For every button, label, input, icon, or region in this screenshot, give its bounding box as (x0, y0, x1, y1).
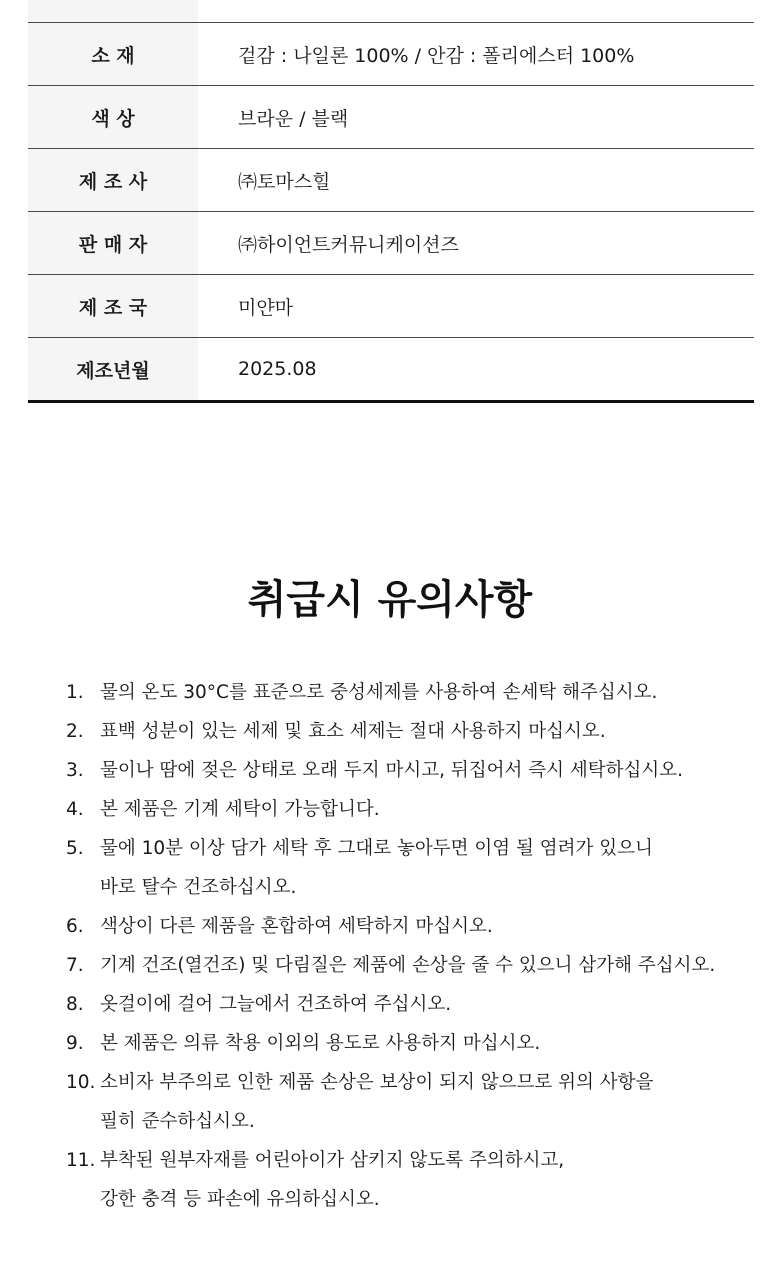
list-item (66, 1024, 756, 1063)
list-item-number: 4. (66, 799, 84, 820)
list-item (66, 985, 756, 1024)
spec-value (198, 0, 754, 23)
list-item-text: 기계 건조(열건조) 및 다림질은 제품에 손상을 줄 수 있으니 삼가해 주십시오. (100, 955, 716, 976)
list-item-number: 7. (66, 955, 84, 976)
spec-row-manufacture-date (28, 338, 754, 403)
spec-label-manufacturer: 제 조 사 (28, 149, 198, 211)
list-item-number: 2. (66, 721, 84, 742)
list-item-text: 색상이 다른 제품을 혼합하여 세탁하지 마십시오. (100, 916, 493, 937)
spec-value-country: 미얀마 (238, 296, 294, 319)
list-item-number: 6. (66, 916, 84, 937)
list-item (66, 829, 756, 907)
list-item-text: 물의 온도 30°C를 표준으로 중성세제를 사용하여 손세탁 해주십시오. (100, 682, 658, 703)
spec-row-color (28, 86, 754, 149)
list-item (66, 790, 756, 829)
list-item-text: 물에 10분 이상 담가 세탁 후 그대로 놓아두면 이염 될 염려가 있으니 바로 탈수 건조하십시오. (100, 838, 653, 898)
list-item (66, 946, 756, 985)
care-notice-title: 취급시 유의사항 (247, 577, 533, 623)
list-item-text: 소비자 부주의로 인한 제품 손상은 보상이 되지 않으므로 위의 사항을 필히 준수하십시오. (100, 1072, 654, 1132)
list-item-text: 옷걸이에 걸어 그늘에서 건조하여 주십시오. (100, 994, 452, 1015)
spec-label-material: 소 재 (28, 23, 198, 85)
list-item (66, 712, 756, 751)
spec-row-country (28, 275, 754, 338)
list-item-text: 본 제품은 기계 세탁이 가능합니다. (100, 799, 380, 820)
spec-value-color: 브라운 / 블랙 (238, 107, 349, 130)
product-spec-table (28, 0, 754, 403)
list-item-number: 3. (66, 760, 84, 781)
list-item-number: 10. (66, 1072, 96, 1093)
spec-label (28, 0, 198, 23)
list-item-text: 본 제품은 의류 착용 이외의 용도로 사용하지 마십시오. (100, 1033, 541, 1054)
list-item (66, 1063, 756, 1141)
list-item (66, 907, 756, 946)
spec-row-seller (28, 212, 754, 275)
list-item-number: 11. (66, 1150, 96, 1171)
list-item (66, 673, 756, 712)
spec-value-manufacture-date: 2025.08 (238, 358, 317, 380)
spec-label-country: 제 조 국 (28, 275, 198, 337)
list-item (66, 751, 756, 790)
spec-row-manufacturer (28, 149, 754, 212)
list-item-number: 5. (66, 838, 84, 859)
spec-label-seller: 판 매 자 (28, 212, 198, 274)
spec-label-manufacture-date: 제조년월 (28, 338, 198, 400)
list-item-number: 8. (66, 994, 84, 1015)
spec-row-material (28, 23, 754, 86)
list-item-number: 9. (66, 1033, 84, 1054)
spec-value-seller: ㈜하이언트커뮤니케이션즈 (238, 233, 459, 256)
spec-row-cut-off (28, 0, 754, 23)
care-notice-list (66, 673, 756, 1219)
list-item (66, 1141, 756, 1219)
list-item-text: 부착된 원부자재를 어린아이가 삼키지 않도록 주의하시고, 강한 충격 등 파손에 유의하십시오. (100, 1150, 565, 1210)
spec-value-material: 겉감 : 나일론 100% / 안감 : 폴리에스터 100% (238, 44, 635, 67)
list-item-text: 물이나 땀에 젖은 상태로 오래 두지 마시고, 뒤집어서 즉시 세탁하십시오. (100, 760, 683, 781)
list-item-text: 표백 성분이 있는 세제 및 효소 세제는 절대 사용하지 마십시오. (100, 721, 606, 742)
spec-value-manufacturer: ㈜토마스힐 (238, 170, 331, 193)
list-item-number: 1. (66, 682, 84, 703)
spec-label-color: 색 상 (28, 86, 198, 148)
